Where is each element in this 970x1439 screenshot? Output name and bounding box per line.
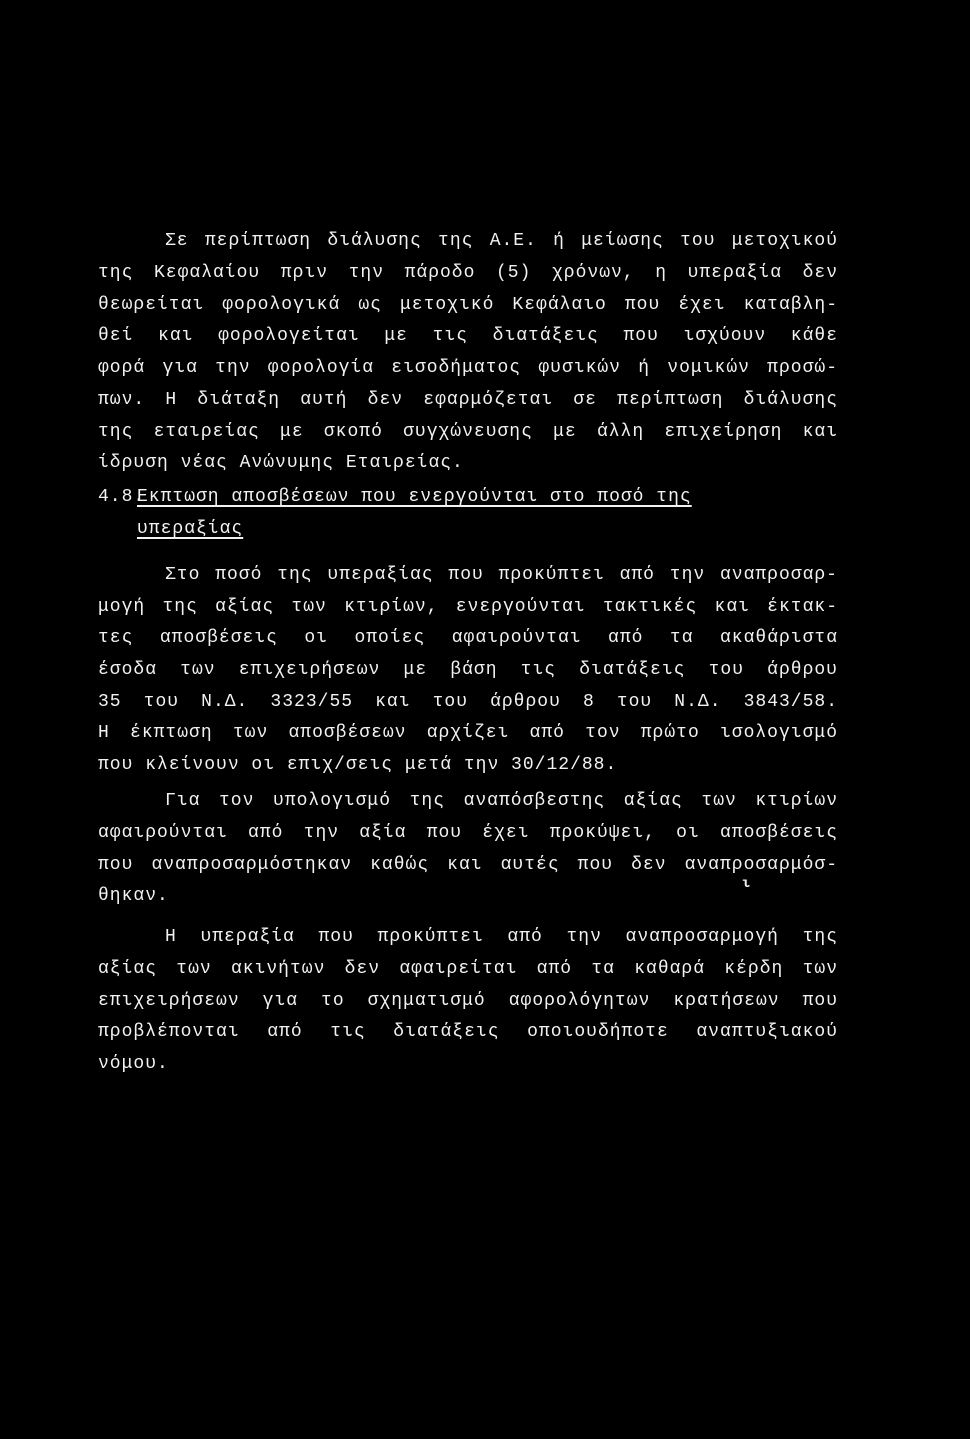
- text-line: θεωρείται φορολογικά ως μετοχικό Κεφάλαιο που έχει καταβλη-: [98, 295, 838, 315]
- section-title-line: υπεραξίας: [137, 519, 244, 539]
- text-line: της Κεφαλαίου πριν την πάροδο (5) χρόνων, η υπεραξία δεν: [98, 263, 838, 283]
- text-line: 35 του Ν.Δ. 3323/55 και του άρθρου 8 του Ν.Δ. 3843/58.: [98, 692, 838, 712]
- text-line: Η υπεραξία που προκύπτει από την αναπροσαρμογή της: [165, 927, 838, 947]
- text-line: Η έκπτωση των αποσβέσεων αρχίζει από τον πρώτο ισολογισμό: [98, 723, 838, 743]
- text-line: που κλείνουν οι επιχ/σεις μετά την 30/12/88.: [98, 755, 618, 775]
- text-line: αφαιρούνται από την αξία που έχει προκύψει, οι αποσβέσεις: [98, 823, 838, 843]
- text-line: Για τον υπολογισμό της αναπόσβεστης αξίας των κτιρίων: [165, 791, 838, 811]
- text-line: νόμου.: [98, 1054, 169, 1074]
- text-line: επιχειρήσεων για το σχηματισμό αφορολόγητων κρατήσεων που: [98, 991, 838, 1011]
- text-line: πων. Η διάταξη αυτή δεν εφαρμόζεται σε περίπτωση διάλυσης: [98, 390, 838, 410]
- text-line: της εταιρείας με σκοπό συγχώνευσης με άλλη επιχείρηση και: [98, 422, 838, 442]
- text-line: προβλέπονται από τις διατάξεις οποιουδήποτε αναπτυξιακού: [98, 1022, 838, 1042]
- text-line: φορά για την φορολογία εισοδήματος φυσικών ή νομικών προσώ-: [98, 358, 838, 378]
- stray-mark: ι: [742, 876, 751, 892]
- section-title-line: Εκπτωση αποσβέσεων που ενεργούνται στο ποσό της: [137, 487, 692, 507]
- text-line: Σε περίπτωση διάλυσης της Α.Ε. ή μείωσης του μετοχικού: [165, 231, 838, 251]
- text-line: θεί και φορολογείται με τις διατάξεις που ισχύουν κάθε: [98, 326, 838, 346]
- text-line: θηκαν.: [98, 886, 169, 906]
- text-line: τες αποσβέσεις οι οποίες αφαιρούνται από τα ακαθάριστα: [98, 628, 838, 648]
- section-number: 4.8.: [98, 487, 146, 507]
- text-line: Στο ποσό της υπεραξίας που προκύπτει από την αναπροσαρ-: [165, 565, 838, 585]
- text-line: έσοδα των επιχειρήσεων με βάση τις διατάξεις του άρθρου: [98, 660, 838, 680]
- text-line: αξίας των ακινήτων δεν αφαιρείται από τα καθαρά κέρδη των: [98, 959, 838, 979]
- text-line: ίδρυση νέας Ανώνυμης Εταιρείας.: [98, 453, 464, 473]
- text-line: μογή της αξίας των κτιρίων, ενεργούνται τακτικές και έκτακ-: [98, 597, 838, 617]
- text-line: που αναπροσαρμόστηκαν καθώς και αυτές που δεν αναπροσαρμόσ-: [98, 855, 838, 875]
